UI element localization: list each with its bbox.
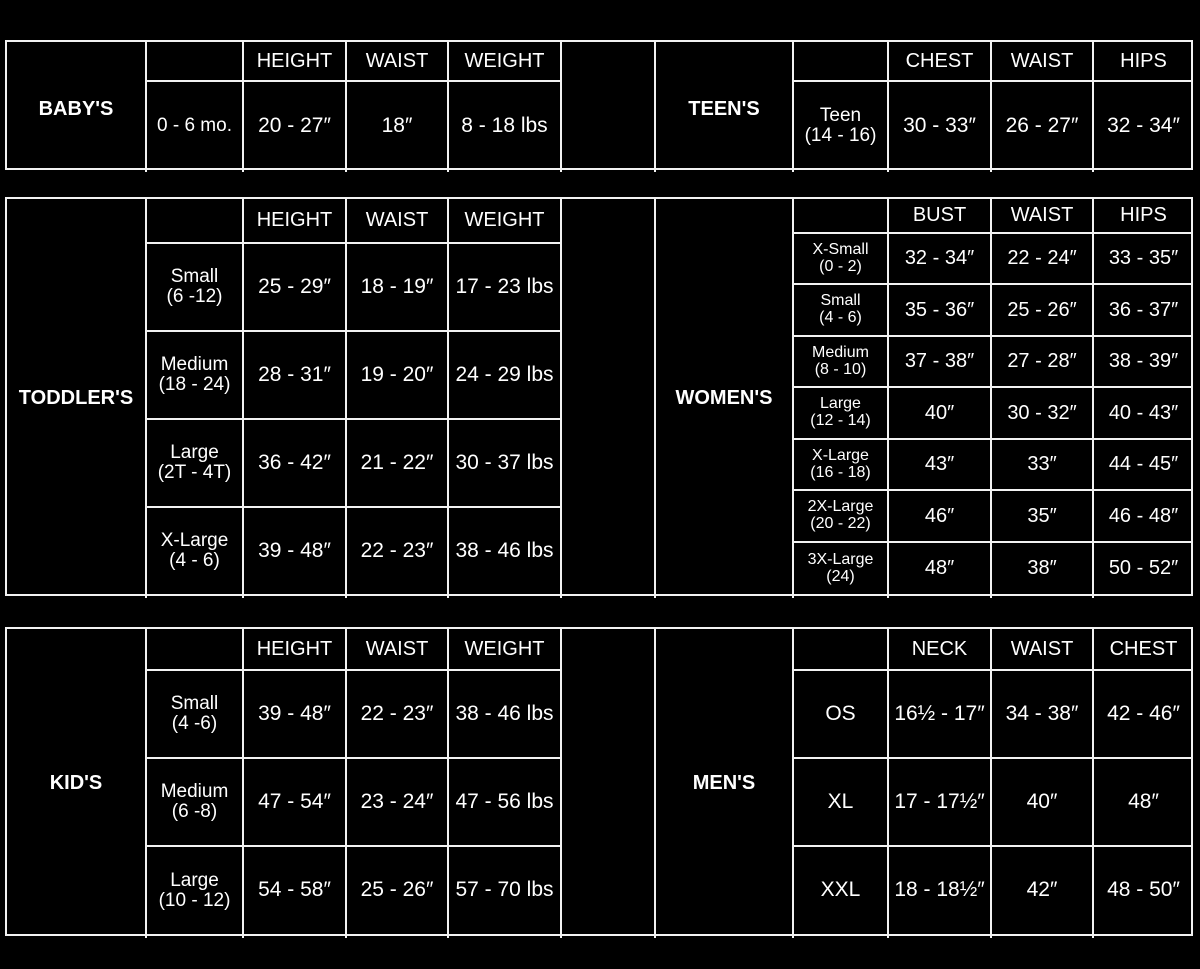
men-row-waist: 34 - 38″ [1005,701,1079,725]
men-row-neck: 18 - 18½″ [894,878,985,902]
toddler-row-size: Small (6 -12) [166,266,223,307]
toddler-row-weight: 38 - 46 lbs [455,538,554,562]
men-row-neck: 16½ - 17″ [894,701,985,725]
women-row-waist: 38″ [1027,557,1057,579]
women-row-bust: 40″ [924,401,955,424]
toddler-row-waist: 22 - 23″ [360,538,434,562]
kids-row-waist: 22 - 23″ [360,701,434,725]
teen-row-hips: 32 - 34″ [1107,113,1180,137]
toddler-row-waist: 21 - 22″ [360,450,434,474]
teen-row-waist: 26 - 27″ [1005,113,1079,137]
women-row-bust: 37 - 38″ [904,350,975,372]
panel-kids-men [5,627,1193,936]
women-row-bust: 35 - 36″ [904,298,975,321]
women-row-bust: 32 - 34″ [904,247,975,269]
men-row-chest: 48 - 50″ [1107,878,1180,902]
baby-row-weight: 8 - 18 lbs [461,113,548,137]
women-group-label: WOMEN'S [675,387,773,409]
teen-group-label: TEEN'S [688,97,760,120]
teen-header-chest: CHEST [905,49,974,72]
toddler-group-label: TODDLER'S [18,387,134,409]
women-row-size: Small (4 - 6) [819,292,862,326]
women-row-hips: 44 - 45″ [1108,453,1179,475]
women-row-waist: 30 - 32″ [1007,401,1077,424]
toddler-row-height: 25 - 29″ [258,274,331,298]
kids-row-weight: 57 - 70 lbs [455,878,554,902]
teen-row-size: Teen (14 - 16) [804,105,877,146]
teen-header-waist: WAIST [1010,49,1074,72]
toddler-row-weight: 30 - 37 lbs [455,450,554,474]
women-row-size: Medium (8 - 10) [812,343,869,378]
kids-row-size: Large (10 - 12) [158,869,231,911]
toddler-header-waist: WAIST [365,209,429,231]
women-row-hips: 46 - 48″ [1108,504,1179,527]
kids-row-height: 54 - 58″ [258,878,331,902]
teen-row-chest: 30 - 33″ [903,113,976,137]
women-row-hips: 50 - 52″ [1108,557,1179,579]
men-header-neck: NECK [911,637,968,660]
kids-row-height: 39 - 48″ [258,701,331,725]
men-row-size: XXL [820,878,861,902]
women-header-bust: BUST [912,204,967,226]
women-row-size: X-Large (16 - 18) [810,446,871,481]
men-header-chest: CHEST [1109,637,1178,660]
kids-header-height: HEIGHT [256,637,333,660]
toddler-header-weight: WEIGHT [464,209,545,231]
women-row-bust: 48″ [924,557,955,579]
women-row-bust: 43″ [924,453,955,475]
baby-row-size: 0 - 6 mo. [157,115,232,137]
women-row-size: 3X-Large (24) [807,550,874,585]
kids-group-label: KID'S [49,772,103,794]
kids-row-height: 47 - 54″ [258,789,331,813]
women-row-waist: 25 - 26″ [1007,298,1077,321]
toddler-row-size: X-Large (4 - 6) [160,530,229,571]
toddler-row-size: Medium (18 - 24) [158,354,231,395]
baby-header-waist: WAIST [365,49,429,72]
kids-row-waist: 23 - 24″ [360,789,434,813]
toddler-header-height: HEIGHT [256,209,333,231]
baby-header-weight: WEIGHT [464,49,545,72]
panel-toddler-women [5,197,1193,596]
men-row-waist: 40″ [1026,789,1058,813]
women-row-size: Large (12 - 14) [810,395,871,429]
women-row-bust: 46″ [924,504,955,527]
toddler-row-height: 36 - 42″ [258,450,331,474]
women-row-waist: 35″ [1027,504,1057,527]
men-row-size: XL [827,789,854,813]
toddler-row-weight: 17 - 23 lbs [455,274,554,298]
baby-group-label: BABY'S [38,97,114,120]
women-row-hips: 33 - 35″ [1108,247,1179,269]
toddler-row-height: 39 - 48″ [258,538,331,562]
toddler-row-height: 28 - 31″ [258,362,331,386]
men-header-waist: WAIST [1010,637,1074,660]
women-row-size: X-Small (0 - 2) [812,240,869,275]
baby-header-height: HEIGHT [256,49,333,72]
teen-header-hips: HIPS [1120,49,1167,72]
toddler-row-waist: 19 - 20″ [360,362,434,386]
kids-header-weight: WEIGHT [464,637,545,660]
men-row-chest: 42 - 46″ [1107,701,1180,725]
women-header-hips: HIPS [1120,204,1167,226]
women-row-size: 2X-Large (20 - 22) [807,498,874,532]
women-row-waist: 22 - 24″ [1007,247,1077,269]
toddler-row-waist: 18 - 19″ [360,274,434,298]
women-row-hips: 36 - 37″ [1108,298,1179,321]
kids-row-waist: 25 - 26″ [360,878,434,902]
women-row-waist: 33″ [1027,453,1057,475]
men-row-neck: 17 - 17½″ [894,789,985,813]
men-group-label: MEN'S [692,772,756,794]
kids-row-weight: 47 - 56 lbs [455,789,554,813]
baby-row-waist: 18″ [381,113,413,137]
toddler-row-size: Large (2T - 4T) [157,442,232,483]
panel-baby-teen [5,40,1193,170]
women-header-waist: WAIST [1010,204,1074,226]
women-row-hips: 40 - 43″ [1108,401,1179,424]
women-row-hips: 38 - 39″ [1108,350,1179,372]
men-row-size: OS [825,701,856,725]
kids-row-weight: 38 - 46 lbs [455,701,554,725]
kids-header-waist: WAIST [365,637,429,660]
toddler-row-weight: 24 - 29 lbs [455,362,554,386]
women-row-waist: 27 - 28″ [1007,350,1077,372]
kids-row-size: Small (4 -6) [170,693,219,734]
kids-row-size: Medium (6 -8) [160,781,229,822]
men-row-waist: 42″ [1026,878,1058,902]
men-row-chest: 48″ [1128,789,1159,813]
baby-row-height: 20 - 27″ [258,113,331,137]
